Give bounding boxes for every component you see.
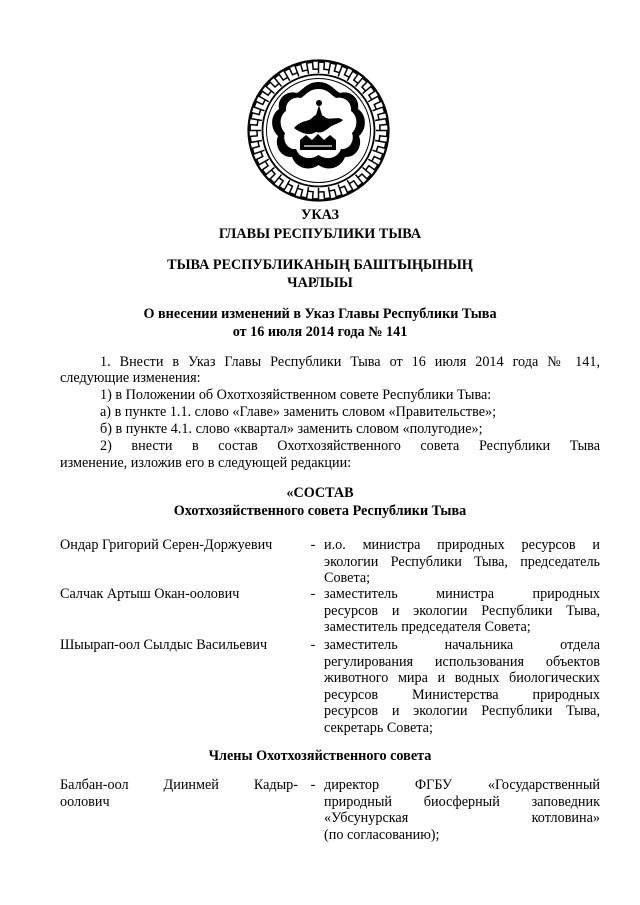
role-line: ресурсов и экологии Республики Тыва, bbox=[324, 703, 600, 720]
body-paragraph-5-cont: изменение, изложив его в следующей редакции: bbox=[60, 455, 352, 471]
role-line: ресурсов и экологии Республики Тыва, bbox=[324, 602, 600, 619]
role-line: и.о. министра природных ресурсов и bbox=[324, 537, 600, 553]
decree-title-tyvan-2: ЧАРЛЫЫ bbox=[287, 275, 353, 291]
decree-title-tyvan: ТЫВА РЕСПУБЛИКАНЫҢ БАШТЫҢЫНЫҢ bbox=[167, 257, 473, 273]
role-line: природный биосферный заповедник bbox=[324, 793, 600, 810]
body-paragraph-1-cont: следующие изменения: bbox=[60, 370, 201, 386]
member-role bbox=[324, 777, 600, 843]
role-line: (по согласованию); bbox=[324, 826, 440, 843]
decree-subject-date: от 16 июля 2014 года № 141 bbox=[232, 324, 408, 340]
member-name: Шыырап-оол Сылдыс Васильевич bbox=[60, 637, 268, 653]
role-line: Совета; bbox=[324, 570, 371, 587]
role-line: регулирования использования объектов bbox=[324, 653, 600, 670]
role-line: животного мира и водных биологических bbox=[324, 670, 600, 687]
member-dash: - bbox=[310, 537, 316, 553]
role-line: ресурсов Министерства природных bbox=[324, 686, 600, 703]
member-role bbox=[324, 537, 600, 587]
role-line: директор ФГБУ «Государственный bbox=[324, 777, 600, 793]
member-dash: - bbox=[310, 586, 316, 602]
member-dash: - bbox=[310, 637, 316, 653]
member-role bbox=[324, 586, 600, 636]
member-dash: - bbox=[310, 777, 316, 793]
member-name: Ондар Григорий Серен-Доржуевич bbox=[60, 537, 273, 553]
emblem-icon bbox=[246, 58, 391, 203]
role-line: «Убсунурская котловина» bbox=[324, 810, 600, 827]
member-name bbox=[60, 777, 298, 810]
role-line: секретарь Совета; bbox=[324, 719, 433, 736]
composition-subtitle: Охотхозяйственного совета Республики Тыва bbox=[173, 503, 467, 519]
decree-subtitle: ГЛАВЫ РЕСПУБЛИКИ ТЫВА bbox=[218, 226, 422, 242]
body-paragraph-1: 1. Внести в Указ Главы Республики Тыва от 16 июля 2014 года № 141, bbox=[100, 354, 600, 370]
role-line: заместитель начальника отдела bbox=[324, 637, 600, 653]
members-heading: Члены Охотхозяйственного совета bbox=[208, 748, 432, 764]
composition-title: «СОСТАВ bbox=[286, 485, 354, 501]
body-paragraph-2: 1) в Положении об Охотхозяйственном совете Республики Тыва: bbox=[100, 387, 492, 403]
decree-subject: О внесении изменений в Указ Главы Республики Тыва bbox=[143, 306, 497, 322]
role-line: заместитель председателя Совета; bbox=[324, 619, 531, 636]
body-paragraph-3: а) в пункте 1.1. слово «Главе» заменить словом «Правительстве»; bbox=[100, 404, 497, 420]
member-name: Салчак Артыш Окан-оолович bbox=[60, 586, 240, 602]
member-role bbox=[324, 637, 600, 737]
role-line: заместитель министра природных bbox=[324, 586, 600, 602]
body-paragraph-5: 2) внести в состав Охотхозяйственного совета Республики Тыва bbox=[100, 438, 600, 454]
body-paragraph-4: б) в пункте 4.1. слово «квартал» заменить словом «полугодие»; bbox=[100, 421, 483, 437]
name-line: Балбан-оол Диинмей Кадыр- bbox=[60, 777, 298, 793]
name-line: оолович bbox=[60, 793, 110, 810]
decree-title: УКАЗ bbox=[300, 207, 340, 223]
role-line: экологии Республики Тыва, председатель bbox=[324, 553, 600, 570]
